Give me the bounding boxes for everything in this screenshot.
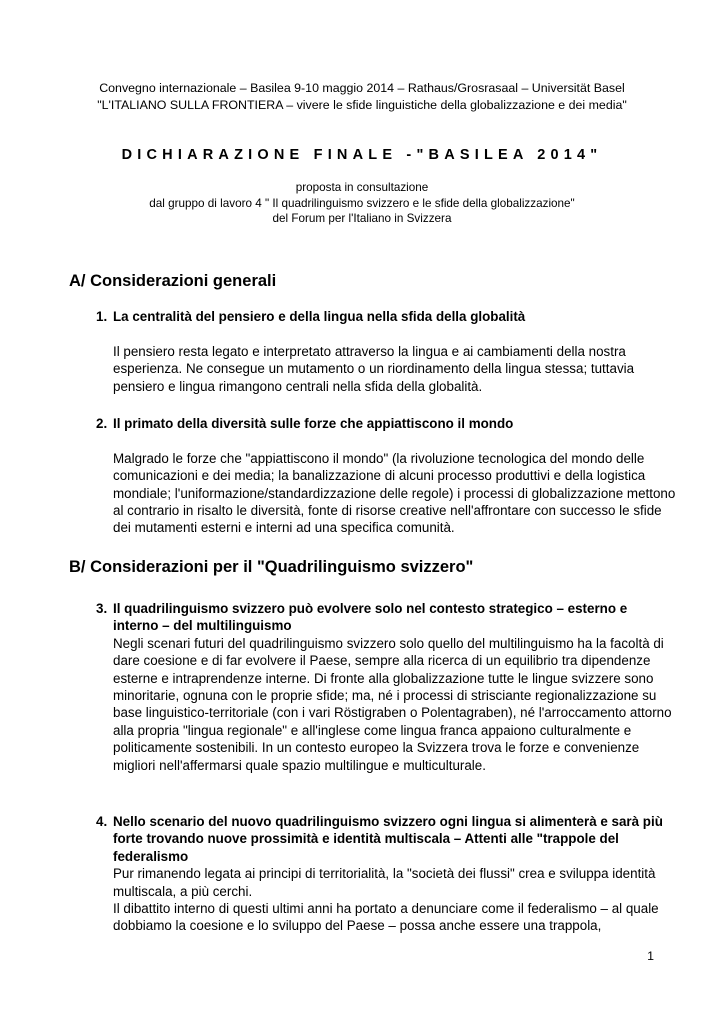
- list-item-4: [96, 813, 676, 935]
- item-1-body: Il pensiero resta legato e interpretato attraverso la lingua e ai cambiamenti della nostra esperienza. Ne consegue un mutamento o un riordinamento della lingua stessa; tuttavia pensiero e lingua rimangono centrali nella sfida della globalità.: [113, 343, 635, 394]
- item-1-title-text: La centralità del pensiero e della lingua nella sfida della globalità: [113, 309, 526, 324]
- item-4-body-2: Il dibattito interno di questi ultimi anni ha portato a denunciare come il federalismo – al quale dobbiamo la coesione e lo sviluppo del Paese – possa anche essere una trappola,: [113, 901, 659, 934]
- document-subtitle: [0, 180, 724, 227]
- item-4-title: [96, 813, 676, 865]
- list-item-3: [96, 600, 676, 774]
- item-4-number: 4.: [96, 814, 108, 829]
- item-3-body: Negli scenari futuri del quadrilinguismo svizzero solo quello del multilinguismo ha la facoltà di dare coesione e di far evolvere il Paese, sempre alla ricerca di un equilibrio tra dipendenze esterne e intraprendenze interne. Di fronte alla globalizzazione tutte le lingue svizzere sono minoritarie, ognuna con le proprie sfide; ma, né i processi di strisciante regionalizzazione su base linguistico-territoriale (con i vari Röstigraben o Polentagraben), né l'arroccamento attorno alla propria "lingua regionale" e all'inglese come lingua franca appaiono culturalmente e politicamente sostenibili. In un contesto europeo la Svizzera trova le forze e convenienze migliori nell'affermarsi quale spazio multilingue e multiculturale.: [113, 635, 672, 773]
- item-1-number: 1.: [96, 309, 108, 324]
- conference-theme-line: "L'ITALIANO SULLA FRONTIERA – vivere le sfide linguistiche della globalizzazione e dei media": [97, 97, 627, 112]
- item-3-title: [96, 600, 676, 635]
- item-3-number: 3.: [96, 601, 108, 616]
- item-2-title: [96, 415, 676, 432]
- document-title: DICHIARAZIONE FINALE -"BASILEA 2014": [121, 147, 603, 163]
- list-item-2: [96, 415, 676, 537]
- subtitle-line-3: del Forum per l'Italiano in Svizzera: [272, 212, 452, 225]
- item-2-title-text: Il primato della diversità sulle forze che appiattiscono il mondo: [113, 416, 514, 431]
- subtitle-line-2: dal gruppo di lavoro 4 " Il quadrilinguismo svizzero e le sfide della globalizzazione": [149, 196, 575, 210]
- section-heading-b: B/ Considerazioni per il "Quadrilinguismo svizzero": [69, 558, 474, 576]
- subtitle-line-1: proposta in consultazione: [295, 181, 429, 194]
- item-3-title-text: Il quadrilinguismo svizzero può evolvere solo nel contesto strategico – esterno e interno – del multilinguismo: [113, 601, 628, 634]
- item-2-body: Malgrado le forze che "appiattiscono il mondo" (la rivoluzione tecnologica del mondo delle comunicazioni e dei media; la banalizzazione di alcuni processo produttivi e della logistica mondiale; l'uniformazione/standardizzazione delle regole) i processi di globalizzazione mettono al contrario in risalto le diversità, fonte di risorse creative nell'affrontare con successo le sfide dei mutamenti esterni e interni ad una specifica comunità.: [113, 450, 676, 536]
- item-4-title-text: Nello scenario del nuovo quadrilinguismo svizzero ogni lingua si alimenterà e sarà più forte trovando nuove prossimità e identità multiscala – Attenti alle "trappole del federalismo: [113, 814, 663, 864]
- item-4-body-1: Pur rimanendo legata ai principi di territorialità, la "società dei flussi" crea e sviluppa identità multiscala, a più cerchi.: [113, 866, 656, 899]
- list-item-1: [96, 308, 676, 395]
- page-number: 1: [647, 949, 654, 963]
- conference-header: [0, 80, 724, 113]
- item-2-number: 2.: [96, 416, 108, 431]
- item-1-title: [96, 308, 676, 325]
- section-heading-a: A/ Considerazioni generali: [69, 272, 277, 290]
- conference-line: Convegno internazionale – Basilea 9-10 maggio 2014 – Rathaus/Grosrasaal – Universität Basel: [99, 81, 625, 95]
